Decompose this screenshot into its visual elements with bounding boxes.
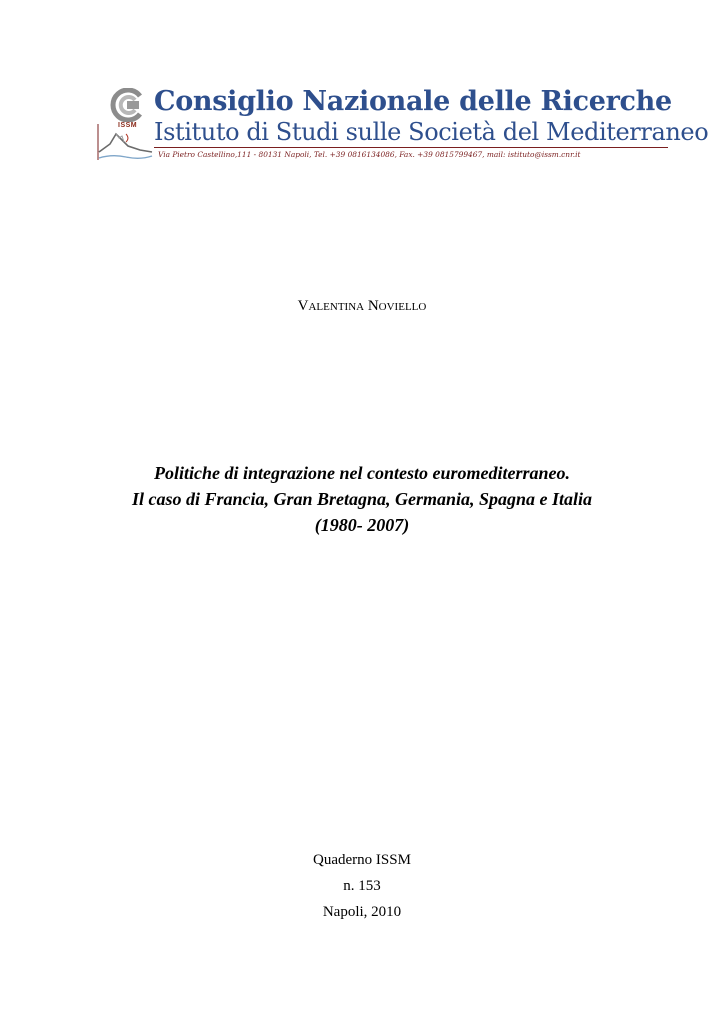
series-number: n. 153 (343, 878, 381, 894)
letterhead (92, 84, 709, 168)
title-line-2: Il caso di Francia, Gran Bretagna, Germania, Spagna e Italia (131, 489, 593, 509)
letterhead-divider (154, 147, 668, 148)
cnr-logo-icon (110, 88, 144, 122)
series-name: Quaderno ISSM (313, 852, 411, 868)
title-line-1: Politiche di integrazione nel contesto euromediterraneo. (154, 463, 570, 483)
place-date: Napoli, 2010 (322, 904, 402, 920)
institution-name: Consiglio Nazionale delle Ricerche (154, 86, 672, 117)
issm-logo-text: ISSM (118, 122, 138, 129)
institute-name: Istituto di Studi sulle Società del Mediterraneo (154, 118, 709, 146)
publication-info (0, 847, 724, 925)
title-line-3: (1980- 2007) (314, 515, 410, 535)
author-name: Valentina Noviello (297, 298, 427, 314)
document-title (0, 460, 724, 538)
institute-address: Via Pietro Castellino,111 - 80131 Napoli, Tel. +39 0816134086, Fax. +39 0815799467, mail: istituto@issm.cnr.it (158, 150, 581, 159)
